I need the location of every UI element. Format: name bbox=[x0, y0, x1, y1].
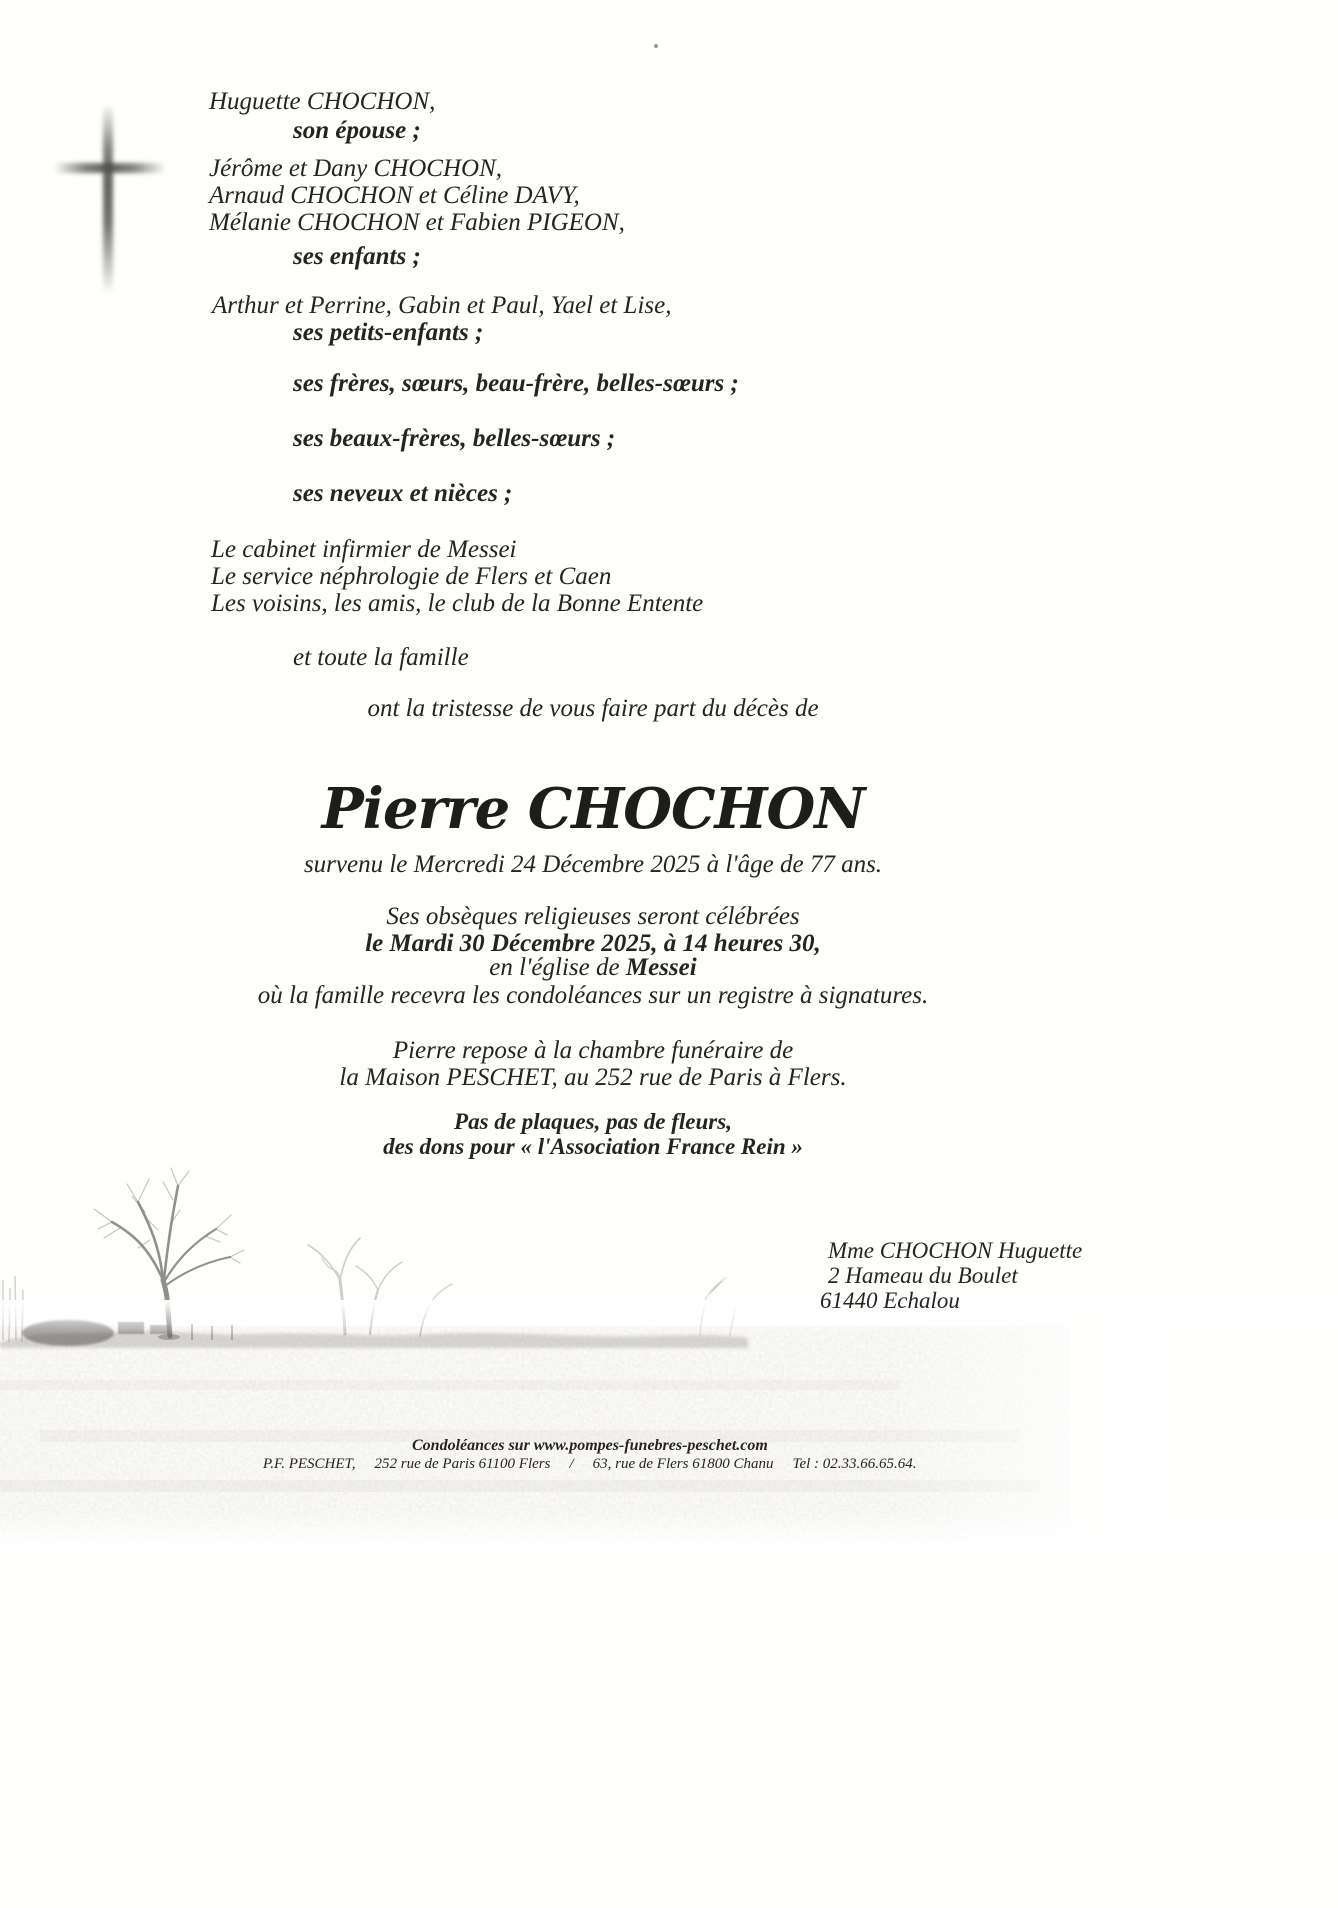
grandchildren-relation: ses petits-enfants ; bbox=[293, 319, 484, 346]
relatives-line: ses neveux et nièces ; bbox=[293, 480, 513, 507]
children-relation: ses enfants ; bbox=[293, 243, 421, 270]
church-name: Messei bbox=[625, 954, 697, 981]
footer-condolences: Condoléances sur www.pompes-funebres-peschet.com bbox=[412, 1437, 768, 1454]
family-closing: et toute la famille bbox=[293, 644, 469, 671]
repose-line2: la Maison PESCHET, au 252 rue de Paris à Flers. bbox=[339, 1064, 847, 1091]
spouse-names: Huguette CHOCHON, bbox=[209, 88, 436, 115]
grandchildren-names: Arthur et Perrine, Gabin et Paul, Yael et Lise, bbox=[212, 292, 672, 319]
child-line: Mélanie CHOCHON et Fabien PIGEON, bbox=[209, 209, 625, 236]
relatives-line: ses beaux-frères, belles-sœurs ; bbox=[293, 425, 616, 452]
footer-company-line bbox=[263, 1456, 917, 1473]
cross-vertical-bar bbox=[103, 104, 113, 294]
footer-separator: / bbox=[569, 1456, 574, 1472]
ceremony-line2: le Mardi 30 Décembre 2025, à 14 heures 30, bbox=[365, 930, 821, 957]
contact-name: Mme CHOCHON Huguette bbox=[828, 1238, 1083, 1263]
footer-company: P.F. PESCHET, bbox=[263, 1456, 356, 1472]
child-line: Arnaud CHOCHON et Céline DAVY, bbox=[209, 182, 580, 209]
repose-line1: Pierre repose à la chambre funéraire de bbox=[392, 1037, 794, 1064]
others-line: Le cabinet infirmier de Messei bbox=[211, 536, 517, 563]
death-line: survenu le Mercredi 24 Décembre 2025 à l'âge de 77 ans. bbox=[303, 851, 883, 878]
deceased-name: Pierre CHOCHON bbox=[321, 776, 865, 842]
footer-phone: Tel : 02.33.66.65.64. bbox=[792, 1456, 917, 1472]
scan-speck bbox=[654, 44, 658, 48]
winter-landscape-image bbox=[0, 1130, 1338, 1550]
others-line: Le service néphrologie de Flers et Caen bbox=[211, 563, 612, 590]
footer-address1: 252 rue de Paris 61100 Flers bbox=[374, 1456, 551, 1472]
donation-line2: des dons pour « l'Association France Rein » bbox=[383, 1134, 803, 1159]
spouse-relation: son épouse ; bbox=[293, 117, 421, 144]
child-line: Jérôme et Dany CHOCHON, bbox=[209, 155, 503, 182]
ceremony-line3 bbox=[209, 954, 977, 981]
ceremony-line4: où la famille recevra les condoléances sur un registre à signatures. bbox=[257, 982, 929, 1009]
relatives-line: ses frères, sœurs, beau-frère, belles-sœurs ; bbox=[293, 370, 739, 397]
ceremony-line1: Ses obsèques religieuses seront célébrées bbox=[386, 903, 800, 930]
church-prefix: en l'église de bbox=[489, 954, 620, 981]
cross-horizontal-bar bbox=[54, 163, 166, 173]
contact-address1: 2 Hameau du Boulet bbox=[828, 1263, 1018, 1288]
contact-address2: 61440 Echalou bbox=[820, 1288, 960, 1313]
announcement-line: ont la tristesse de vous faire part du décès de bbox=[367, 695, 819, 722]
footer-address2: 63, rue de Flers 61800 Chanu bbox=[592, 1456, 774, 1472]
donation-line1: Pas de plaques, pas de fleurs, bbox=[454, 1109, 732, 1134]
others-line: Les voisins, les amis, le club de la Bonne Entente bbox=[211, 590, 704, 617]
